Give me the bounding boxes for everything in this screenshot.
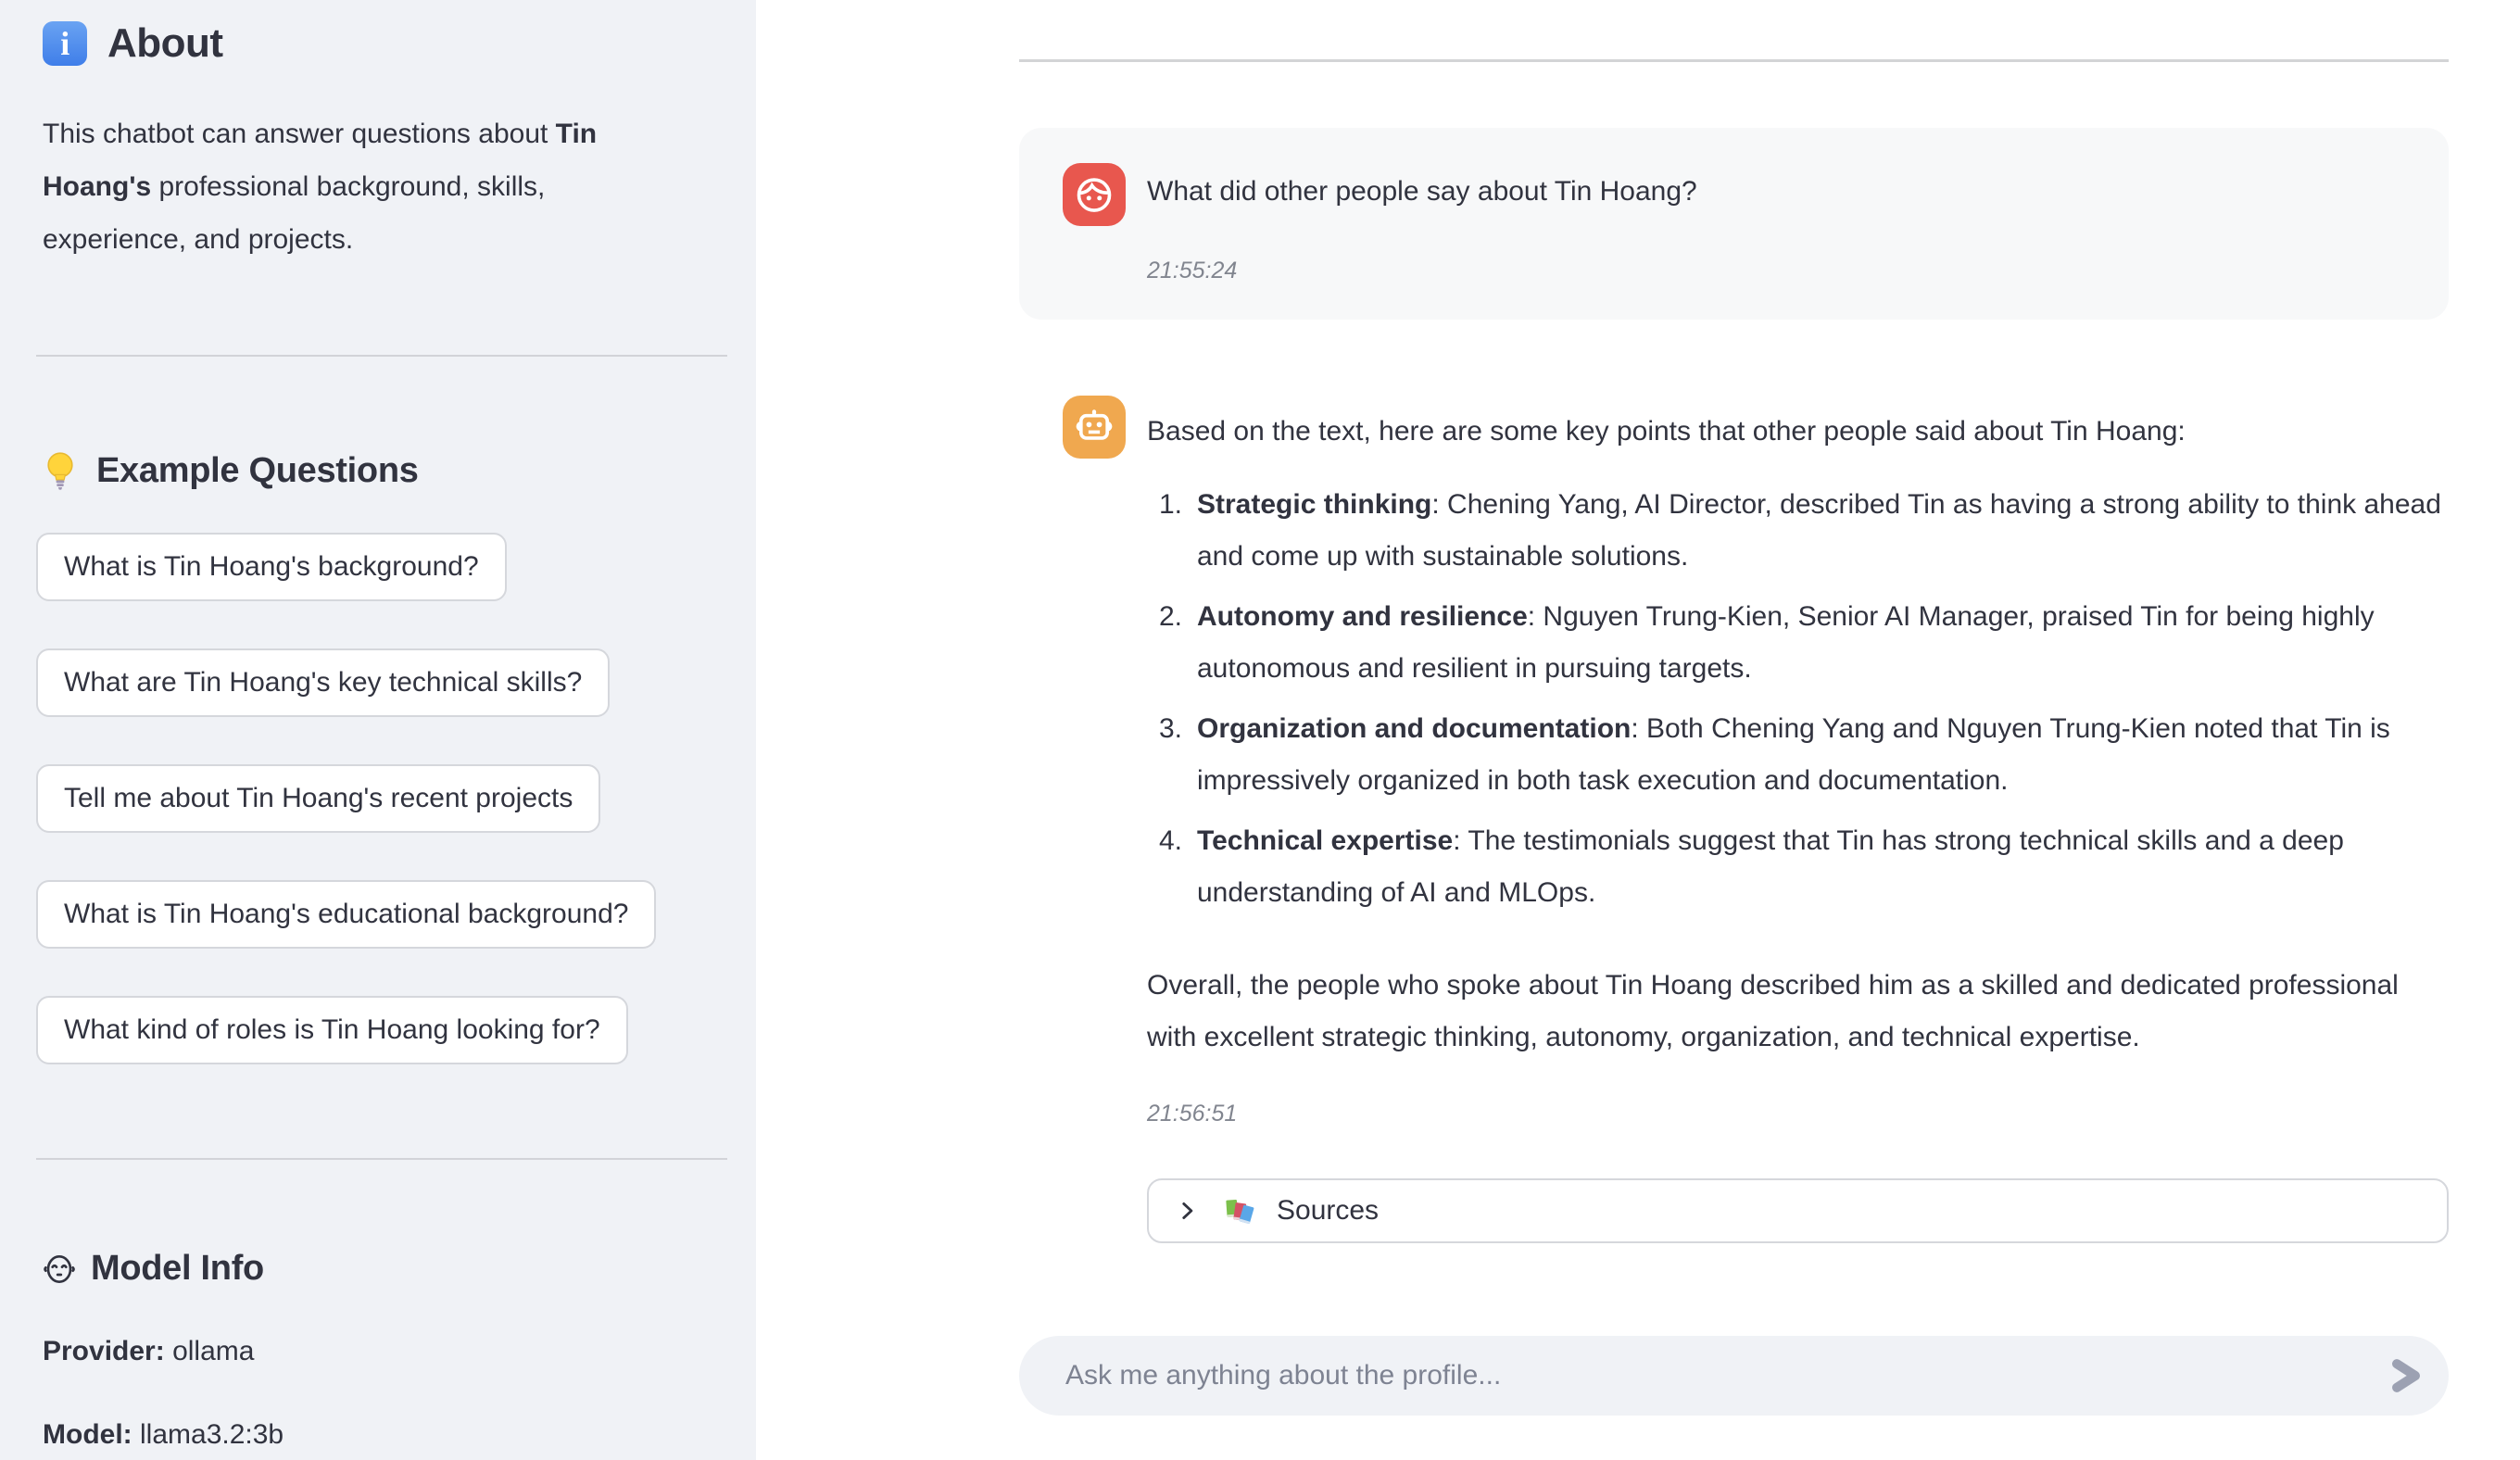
list-item: 4. Technical expertise: The testimonials suggest that Tin has strong technical skills and a deep understanding of AI and MLOps. [1158, 825, 2344, 908]
assistant-key-points-list [1147, 479, 2455, 927]
assistant-intro-text: Based on the text, here are some key points that other people said about Tin Hoang: [1147, 416, 2186, 447]
example-question-button-4[interactable]: What is Tin Hoang's educational background? [36, 880, 656, 949]
assistant-avatar [1063, 396, 1126, 459]
send-arrow-icon [2386, 1357, 2426, 1394]
info-icon: i [43, 21, 87, 66]
assistant-summary-text: Overall, the people who spoke about Tin Hoang described him as a skilled and dedicated professional with excellent strategic thinking, autonomy, organization, and technical expertise. [1147, 970, 2399, 1052]
list-item: 1. Strategic thinking: Chening Yang, AI Director, described Tin as having a strong ability to think ahead and come up with sustainable solutions. [1158, 489, 2441, 572]
example-question-button-1[interactable]: What is Tin Hoang's background? [36, 533, 507, 601]
list-item: 2. Autonomy and resilience: Nguyen Trung-Kien, Senior AI Manager, praised Tin for being highly autonomous and resilient in pursuing targets. [1158, 601, 2375, 684]
chat-input-container [1019, 1336, 2449, 1416]
chat-top-divider [1019, 59, 2449, 62]
example-questions-heading [43, 450, 419, 491]
provider-info: Provider: ollama [43, 1336, 255, 1366]
sidebar [0, 0, 756, 1460]
user-avatar [1063, 163, 1126, 226]
robot-face-icon [41, 1251, 78, 1288]
model-info: Model: llama3.2:3b [43, 1419, 284, 1450]
chat-input[interactable] [1065, 1336, 2362, 1416]
user-message-text: What did other people say about Tin Hoang? [1147, 176, 1697, 207]
about-description: This chatbot can answer questions about Tin Hoang's professional background, skills, experience, and projects. [43, 119, 598, 255]
face-icon [1073, 173, 1115, 216]
model-info-heading [41, 1249, 264, 1289]
books-icon [1219, 1192, 1256, 1229]
example-question-button-5[interactable]: What kind of roles is Tin Hoang looking for? [36, 996, 628, 1064]
user-message-timestamp: 21:55:24 [1147, 258, 1238, 283]
list-item: 3. Organization and documentation: Both Chening Yang and Nguyen Trung-Kien noted that Tin is impressively organized in both task execution and documentation. [1158, 713, 2390, 796]
sidebar-divider [36, 355, 727, 357]
sources-expander[interactable] [1147, 1178, 2449, 1243]
user-message [1019, 128, 2449, 320]
example-question-button-2[interactable]: What are Tin Hoang's key technical skills? [36, 648, 610, 717]
model-info-title: Model Info [91, 1249, 264, 1288]
lightbulb-icon [43, 450, 78, 491]
about-heading [43, 20, 223, 67]
about-title: About [107, 20, 223, 66]
send-button[interactable] [2386, 1355, 2426, 1396]
chevron-right-icon [1175, 1199, 1199, 1223]
sidebar-divider [36, 1158, 727, 1160]
example-questions-title: Example Questions [96, 450, 419, 490]
robot-icon [1073, 406, 1115, 448]
sources-label: Sources [1277, 1195, 1380, 1226]
example-question-button-3[interactable]: Tell me about Tin Hoang's recent projects [36, 764, 600, 833]
assistant-message-timestamp: 21:56:51 [1147, 1101, 1238, 1126]
